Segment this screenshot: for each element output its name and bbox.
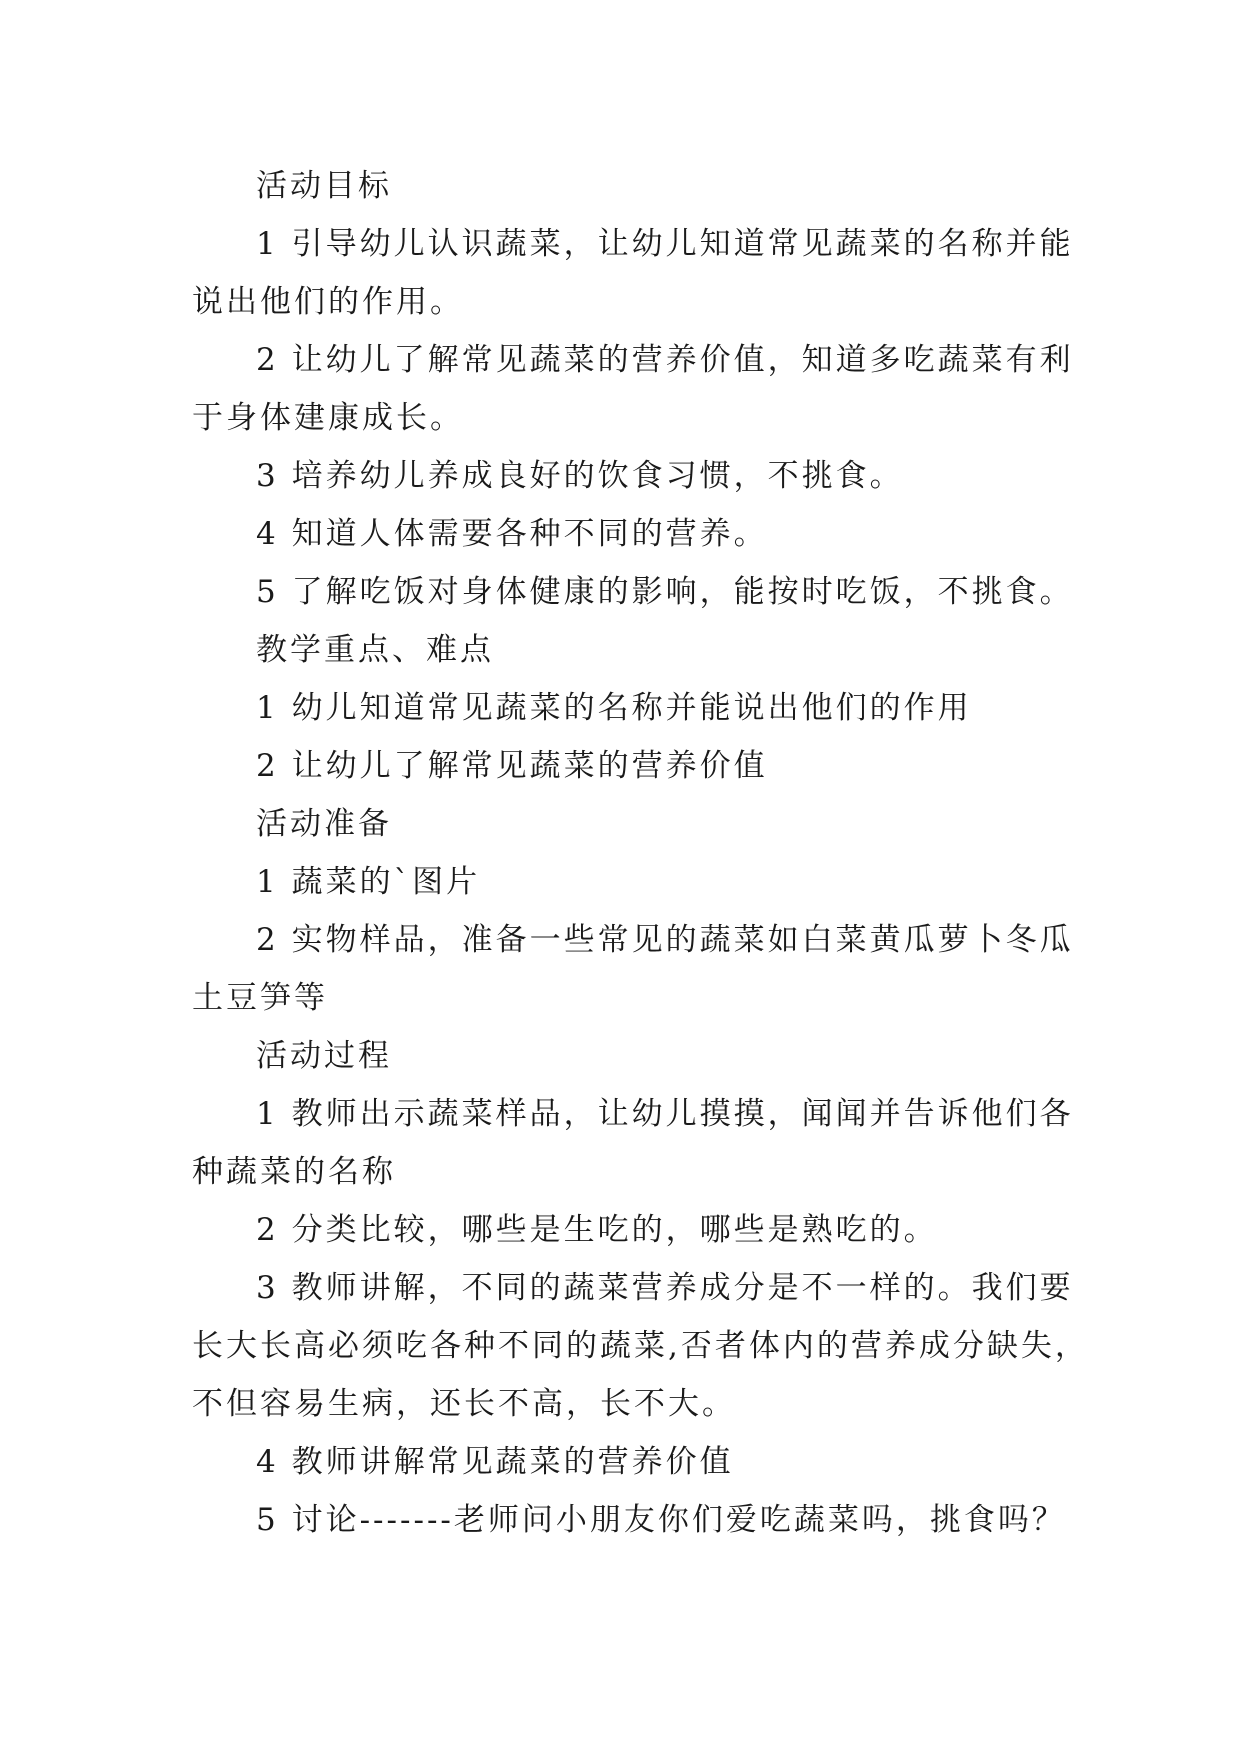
paragraph-line: 3 培养幼儿养成良好的饮食习惯，不挑食。 bbox=[256, 458, 904, 494]
paragraph-line: 4 知道人体需要各种不同的营养。 bbox=[256, 516, 768, 552]
paragraph-line: 种蔬菜的名称 bbox=[192, 1154, 396, 1190]
heading-activity-process: 活动过程 bbox=[256, 1038, 392, 1074]
heading-key-points: 教学重点、难点 bbox=[256, 632, 494, 668]
paragraph-line: 2 让幼儿了解常见蔬菜的营养价值，知道多吃蔬菜有利 bbox=[256, 342, 1074, 378]
paragraph-line: 土豆笋等 bbox=[192, 980, 328, 1016]
paragraph-line: 1 幼儿知道常见蔬菜的名称并能说出他们的作用 bbox=[256, 690, 972, 726]
heading-activity-goals: 活动目标 bbox=[256, 168, 392, 204]
paragraph-line: 3 教师讲解，不同的蔬菜营养成分是不一样的。我们要 bbox=[256, 1270, 1074, 1306]
paragraph-line: 1 教师出示蔬菜样品，让幼儿摸摸，闻闻并告诉他们各 bbox=[256, 1096, 1074, 1132]
paragraph-line: 5 讨论-------老师问小朋友你们爱吃蔬菜吗，挑食吗？ bbox=[256, 1502, 1066, 1538]
paragraph-line: 不但容易生病，还长不高，长不大。 bbox=[192, 1386, 736, 1422]
paragraph-line: 2 实物样品，准备一些常见的蔬菜如白菜黄瓜萝卜冬瓜 bbox=[256, 922, 1074, 958]
paragraph-line: 2 让幼儿了解常见蔬菜的营养价值 bbox=[256, 748, 768, 784]
heading-activity-preparation: 活动准备 bbox=[256, 806, 392, 842]
paragraph-line: 2 分类比较，哪些是生吃的，哪些是熟吃的。 bbox=[256, 1212, 938, 1248]
paragraph-line: 1 引导幼儿认识蔬菜，让幼儿知道常见蔬菜的名称并能 bbox=[256, 226, 1074, 262]
paragraph-line: 说出他们的作用。 bbox=[192, 284, 464, 320]
paragraph-line: 长大长高必须吃各种不同的蔬菜,否者体内的营养成分缺失， bbox=[192, 1328, 1089, 1364]
paragraph-line: 1 蔬菜的`图片 bbox=[256, 864, 481, 900]
paragraph-line: 4 教师讲解常见蔬菜的营养价值 bbox=[256, 1444, 734, 1480]
document-body bbox=[192, 157, 1089, 1549]
paragraph-line: 5 了解吃饭对身体健康的影响，能按时吃饭，不挑食。 bbox=[256, 574, 1074, 610]
paragraph-line: 于身体建康成长。 bbox=[192, 400, 464, 436]
